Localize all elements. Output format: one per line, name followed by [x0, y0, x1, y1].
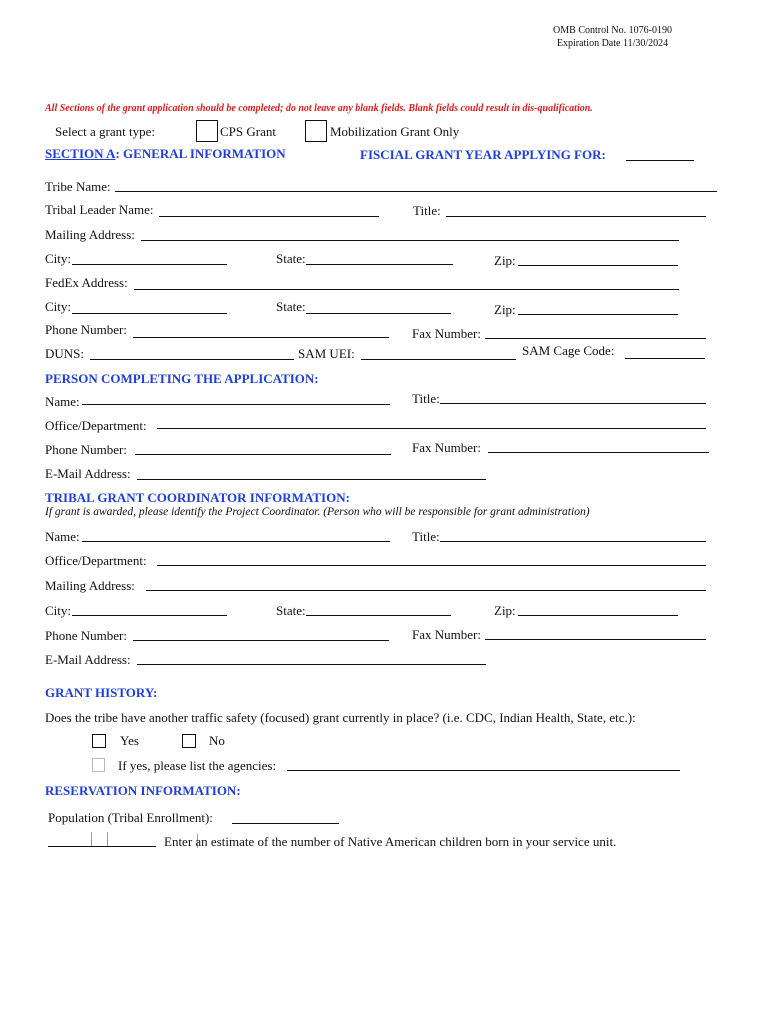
- mobilization-grant-checkbox[interactable]: [305, 120, 327, 142]
- fedex-state-field[interactable]: [306, 313, 451, 314]
- coord-title-field[interactable]: [440, 541, 706, 542]
- state-field[interactable]: [306, 264, 453, 265]
- coord-city-field[interactable]: [72, 615, 227, 616]
- coord-email-field[interactable]: [137, 664, 486, 665]
- fiscal-year-label: FISCIAL GRANT YEAR APPLYING FOR:: [360, 147, 606, 162]
- fedex-address-label: FedEx Address:: [45, 275, 128, 290]
- pc-fax-label: Fax Number:: [412, 440, 481, 455]
- fiscal-year-field[interactable]: [626, 160, 694, 161]
- coord-name-label: Name:: [45, 529, 80, 544]
- sam-uei-label: SAM UEI:: [298, 346, 355, 361]
- duns-field[interactable]: [90, 359, 294, 360]
- section-a-title: SECTION A: [45, 146, 116, 161]
- coord-state-field[interactable]: [306, 615, 451, 616]
- fedex-address-field[interactable]: [134, 289, 679, 290]
- fedex-zip-field[interactable]: [518, 314, 678, 315]
- leader-title-field[interactable]: [446, 216, 706, 217]
- fedex-city-field[interactable]: [72, 313, 227, 314]
- grant-history-heading: GRANT HISTORY:: [45, 685, 158, 700]
- omb-header: [530, 24, 695, 50]
- coord-zip-field[interactable]: [518, 615, 678, 616]
- zip-field[interactable]: [518, 265, 678, 266]
- leader-title-label: Title:: [413, 203, 441, 218]
- fedex-state-label: State:: [276, 299, 306, 314]
- pc-phone-field[interactable]: [135, 454, 391, 455]
- city-label: City:: [45, 251, 72, 266]
- coordinator-note: If grant is awarded, please identify the Project Coordinator. (Person who will be responsible for grant administration): [45, 506, 590, 518]
- pc-name-label: Name:: [45, 394, 80, 409]
- sam-uei-field[interactable]: [361, 359, 516, 360]
- coord-name-field[interactable]: [82, 541, 390, 542]
- pc-phone-label: Phone Number:: [45, 442, 127, 457]
- mailing-address-field[interactable]: [141, 240, 679, 241]
- pc-name-field[interactable]: [82, 404, 390, 405]
- children-estimate-label: Enter an estimate of the number of Native American children born in your service unit.: [164, 834, 617, 849]
- section-a-heading: [45, 146, 286, 162]
- omb-control-number: OMB Control No. 1076-0190: [553, 25, 672, 36]
- phone-number-label: Phone Number:: [45, 322, 127, 337]
- tribe-name-label: Tribe Name:: [45, 179, 111, 194]
- population-label: Population (Tribal Enrollment):: [48, 810, 213, 825]
- pc-title-field[interactable]: [440, 403, 706, 404]
- grant-no-label: No: [209, 733, 225, 748]
- pc-email-field[interactable]: [137, 479, 486, 480]
- mobilization-grant-label: Mobilization Grant Only: [330, 124, 460, 139]
- pc-title-label: Title:: [412, 391, 440, 406]
- phone-number-field[interactable]: [133, 337, 389, 338]
- grant-yes-label: Yes: [120, 733, 139, 748]
- coord-state-label: State:: [276, 603, 306, 618]
- coord-fax-field[interactable]: [485, 639, 706, 640]
- coord-title-label: Title:: [412, 529, 440, 544]
- field-marker: [107, 832, 108, 846]
- grant-type-label: Select a grant type:: [55, 124, 155, 139]
- expiration-date: Expiration Date 11/30/2024: [556, 38, 669, 49]
- pc-office-field[interactable]: [157, 428, 706, 429]
- agencies-field[interactable]: [287, 770, 680, 771]
- state-label: State:: [276, 251, 306, 266]
- pc-office-label: Office/Department:: [45, 418, 147, 433]
- coord-phone-label: Phone Number:: [45, 628, 127, 643]
- population-field[interactable]: [232, 823, 339, 824]
- coord-zip-label: Zip:: [494, 603, 516, 618]
- duns-label: DUNS:: [45, 346, 85, 361]
- fax-number-field[interactable]: [485, 338, 706, 339]
- coord-office-field[interactable]: [157, 565, 706, 566]
- grant-no-checkbox[interactable]: [182, 734, 196, 748]
- tribal-leader-name-label: Tribal Leader Name:: [45, 202, 154, 217]
- coord-mailing-label: Mailing Address:: [45, 578, 135, 593]
- mailing-address-label: Mailing Address:: [45, 227, 135, 242]
- coord-phone-field[interactable]: [133, 640, 389, 641]
- coord-mailing-field[interactable]: [146, 590, 706, 591]
- sam-cage-code-label: SAM Cage Code:: [522, 343, 615, 358]
- grant-yes-checkbox[interactable]: [92, 734, 106, 748]
- reservation-heading: RESERVATION INFORMATION:: [45, 783, 241, 798]
- zip-label: Zip:: [494, 253, 516, 268]
- section-a-title-rest: : GENERAL INFORMATION: [115, 146, 286, 161]
- cps-grant-checkbox[interactable]: [196, 120, 218, 142]
- fedex-zip-label: Zip:: [494, 302, 516, 317]
- coord-office-label: Office/Department:: [45, 553, 147, 568]
- grant-history-question: Does the tribe have another traffic safety (focused) grant currently in place? (i.e. CDC, Indian Health, State, etc.):: [45, 710, 636, 725]
- sam-cage-code-field[interactable]: [625, 358, 705, 359]
- tribe-name-field[interactable]: [115, 191, 717, 192]
- fedex-city-label: City:: [45, 299, 72, 314]
- tribal-leader-name-field[interactable]: [159, 216, 379, 217]
- pc-fax-field[interactable]: [488, 452, 709, 453]
- coordinator-heading: TRIBAL GRANT COORDINATOR INFORMATION:: [45, 490, 350, 505]
- agencies-label: If yes, please list the agencies:: [118, 758, 277, 773]
- cps-grant-label: CPS Grant: [220, 124, 276, 139]
- city-field[interactable]: [72, 264, 227, 265]
- coord-fax-label: Fax Number:: [412, 627, 481, 642]
- children-estimate-field[interactable]: [48, 846, 156, 847]
- instructions-warning: All Sections of the grant application should be completed; do not leave any blank fields. Blank fields could result in dis-qualification.: [45, 103, 593, 114]
- pc-email-label: E-Mail Address:: [45, 466, 131, 481]
- agencies-checkbox[interactable]: [92, 758, 105, 772]
- fax-number-label: Fax Number:: [412, 326, 481, 341]
- coord-city-label: City:: [45, 603, 72, 618]
- coord-email-label: E-Mail Address:: [45, 652, 131, 667]
- field-marker: [91, 832, 92, 846]
- person-completing-heading: PERSON COMPLETING THE APPLICATION:: [45, 371, 319, 386]
